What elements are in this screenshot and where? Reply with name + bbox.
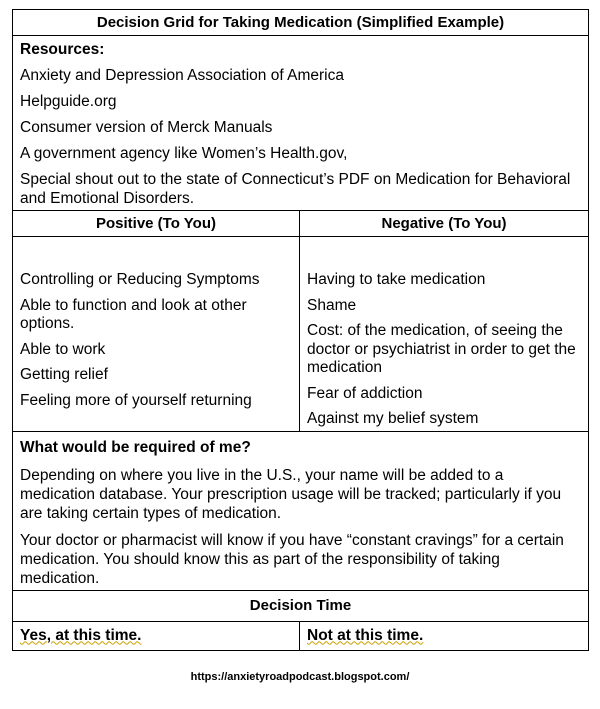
requirements-paragraph: Depending on where you live in the U.S., your name will be added to a medication database. Your prescription usage will be tracked; particularly if you are taking certain types of medication. [20,466,562,522]
resources-section [13,36,589,211]
positive-item: Feeling more of yourself returning [20,391,252,409]
footer-url: https://anxietyroadpodcast.blogspot.com/ [190,671,410,683]
requirements-section [13,431,589,590]
negative-item: Shame [307,296,357,314]
resource-item: Special shout out to the state of Connecticut’s PDF on Medication for Behavioral and Emotional Disorders. [20,171,571,207]
positive-item: Getting relief [20,366,108,383]
resource-item: A government agency like Women’s Health.gov, [20,145,348,162]
negative-item: Fear of addiction [307,384,423,402]
decision-no-text: Not at this time. [307,626,424,644]
negative-item: Against my belief system [307,410,479,427]
positive-item: Able to function and look at other options. [20,296,247,332]
decision-no-cell [300,621,589,650]
positive-item: Controlling or Reducing Symptoms [20,271,260,288]
resource-item: Helpguide.org [20,93,117,110]
negative-column-header: Negative (To You) [300,211,589,237]
resource-item: Anxiety and Depression Association of America [20,67,344,84]
resources-heading: Resources: [20,41,105,58]
decision-yes-text: Yes, at this time. [20,626,142,644]
grid-title: Decision Grid for Taking Medication (Simplified Example) [13,10,589,36]
resource-item: Consumer version of Merck Manuals [20,119,273,136]
negative-list [300,237,589,432]
requirements-paragraph: Your doctor or pharmacist will know if you have “constant cravings” for a certain medication. You should know this as part of the responsibility of taking medication. [20,531,564,587]
decision-yes-cell [13,621,300,650]
negative-item: Cost: of the medication, of seeing the doctor or psychiatrist in order to get the medication [307,322,576,376]
positive-column-header: Positive (To You) [13,211,300,237]
negative-item: Having to take medication [307,271,486,288]
positive-list [13,237,300,432]
positive-item: Able to work [20,340,106,358]
decision-time-heading: Decision Time [13,590,589,621]
decision-grid-table [12,9,589,651]
requirements-heading: What would be required of me? [20,438,251,456]
